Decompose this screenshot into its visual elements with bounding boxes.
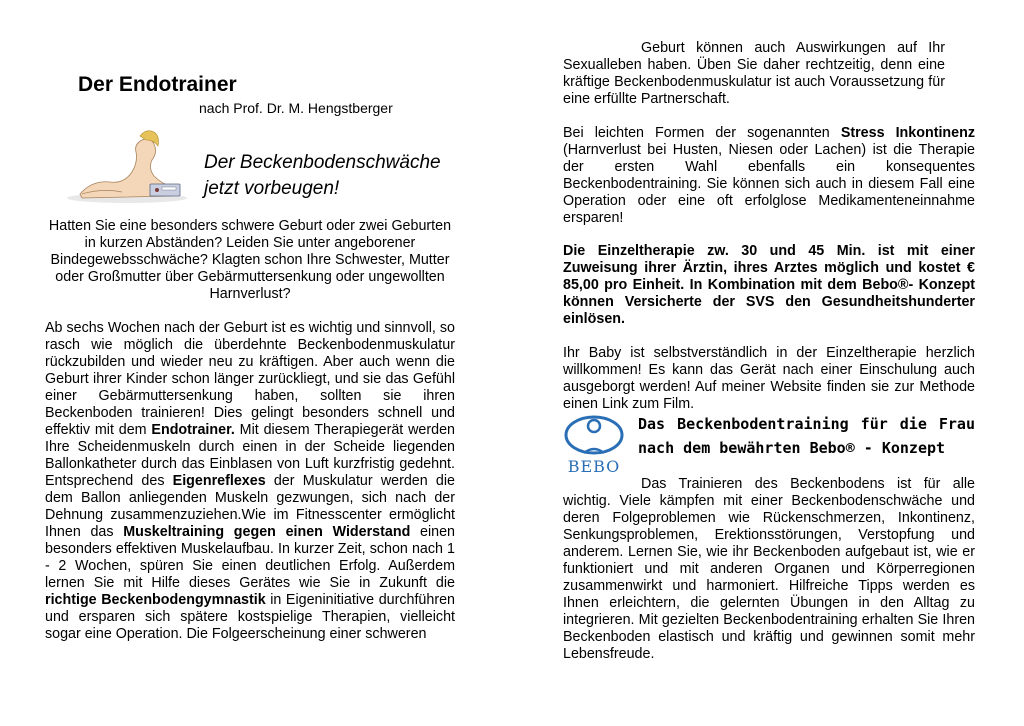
intro-paragraph: Hatten Sie eine besonders schwere Geburt oder zwei Geburten in kurzen Abständen? Leiden Sie unter angeborener Bindegewebsschwäche? Klagten schon Ihre Schwester, Mutter oder Großmutter über Gebärmuttersenkung oder ungewollten Harnverlust? <box>48 218 452 302</box>
slogan <box>204 150 441 202</box>
text-run: einen besonders effektiven Muskelaufbau. In kurzer Zeit, schon nach 1 - 2 Wochen, spüren Sie einen deutlichen Erfolg. Außerdem lernen Sie mit Hilfe dieses Gerätes wie Sie in Zukunft die <box>45 524 455 591</box>
page-subtitle: nach Prof. Dr. M. Hengstberger <box>199 100 393 116</box>
text-run: Mit diesem Therapiegerät werden Ihre Scheidenmuskeln durch einen in der Scheide liegenden Ballonkatheter durch das Einblasen von Luft kurzfristig gedehnt. Entsprechend des <box>45 422 455 489</box>
slogan-line-1: Der Beckenbodenschwäche <box>204 152 441 173</box>
text-run: in Eigeninitiative durchführen und ersparen sich spätere kostspielige Therapien, vielleicht sogar eine Operation. Die Folgeerscheinung einer schweren <box>45 592 455 642</box>
bebo-logo-text: BEBO <box>567 457 621 476</box>
bold-beckenbodengymnastik: richtige Beckenbodengymnastik <box>45 592 266 608</box>
endotrainer-paragraph <box>45 320 455 643</box>
text-run: Ab sechs Wochen nach der Geburt ist es wichtig und sinnvoll, so rasch wie möglich die überdehnte Beckenbodenmuskulatur rückzubilden und wieder neu zu kräftigen. Aber auch wenn die Geburt ihrer Kinder schon länger zurückliegt, und sie das Gefühl einer Gebärmuttersenkung haben, sollten sie ihren Beckenboden trainieren! Dies gelingt besonders schnell und effektiv mit dem <box>45 320 455 438</box>
bebo-paragraph: Das Trainieren des Beckenbodens ist für alle wichtig. Viele kämpfen mit einer Beckenbodenschwäche und deren Folgeproblemen wie Rückenschmerzen, Inkontinenz, Senkungsproblemen, Erektionsstörungen, Verstopfung und anderem. Lernen Sie, wie ihr Beckenboden aufgebaut ist, wie er funktioniert und mit anderen Organen und Körperregionen zusammenwirkt und harmoniert. Hilfreiche Tipps werden es Ihnen erleichtern, die gelernten Übungen in den Alltag zu integrieren. Mit gezielten Beckenbodentraining erhalten Sie Ihren Beckenboden elastisch und kräftig und gewinnen somit mehr Lebensfreude. <box>563 476 975 662</box>
woman-illustration <box>62 122 192 204</box>
bold-muskeltraining: Muskeltraining gegen einen Widerstand <box>123 524 411 540</box>
bebo-heading: Das Beckenbodentraining für die Frau nach dem bewährten Bebo® - Konzept <box>638 415 975 457</box>
page-title: Der Endotrainer <box>78 73 237 96</box>
text-run: Bei leichten Formen der sogenannten <box>563 125 841 141</box>
bold-endotrainer: Endotrainer. <box>151 422 235 438</box>
text-run: der Muskulatur werden die dem Ballon anliegenden Muskeln gezwungen, sich nach der Dehnung zusammenzuziehen.Wie im Fitnesscenter ermöglicht Ihnen das <box>45 473 455 540</box>
text-run: (Harnverlust bei Husten, Niesen oder Lachen) ist die Therapie der ersten Wahl ebenfalls ein konsequentes Beckenbodentraining. Sie können sich auch in diesem Fall eine Operation oder eine oft erfolglose Medikamenteneinnahme ersparen! <box>563 142 975 226</box>
stress-paragraph <box>563 125 975 227</box>
pricing-paragraph: Die Einzeltherapie zw. 30 und 45 Min. ist mit einer Zuweisung ihrer Ärztin, ihres Arztes möglich und kostet € 85,00 pro Einheit. In Kombination mit dem Bebo®- Konzept können Versicherte der SVS den Gesundheitshunderter einlösen. <box>563 243 975 327</box>
baby-paragraph: Ihr Baby ist selbstverständlich in der Einzeltherapie herzlich willkommen! Es kann das Gerät nach einer Einschulung auch ausgeborgt werden! Auf meiner Website finden sie zur Methode einen Link zum Film. <box>563 345 975 412</box>
bold-stress-inkontinenz: Stress Inkontinenz <box>840 125 976 141</box>
continuation-paragraph: Geburt können auch Auswirkungen auf Ihr Sexualleben haben. Üben Sie daher rechtzeitig, denn eine kräftige Beckenbodenmuskulatur ist auch Voraussetzung für eine erfüllte Partnerschaft. <box>563 40 945 107</box>
slogan-line-2: jetzt vorbeugen! <box>204 178 340 199</box>
bebo-logo <box>560 413 628 479</box>
bold-eigenreflexes: Eigenreflexes <box>172 473 266 489</box>
